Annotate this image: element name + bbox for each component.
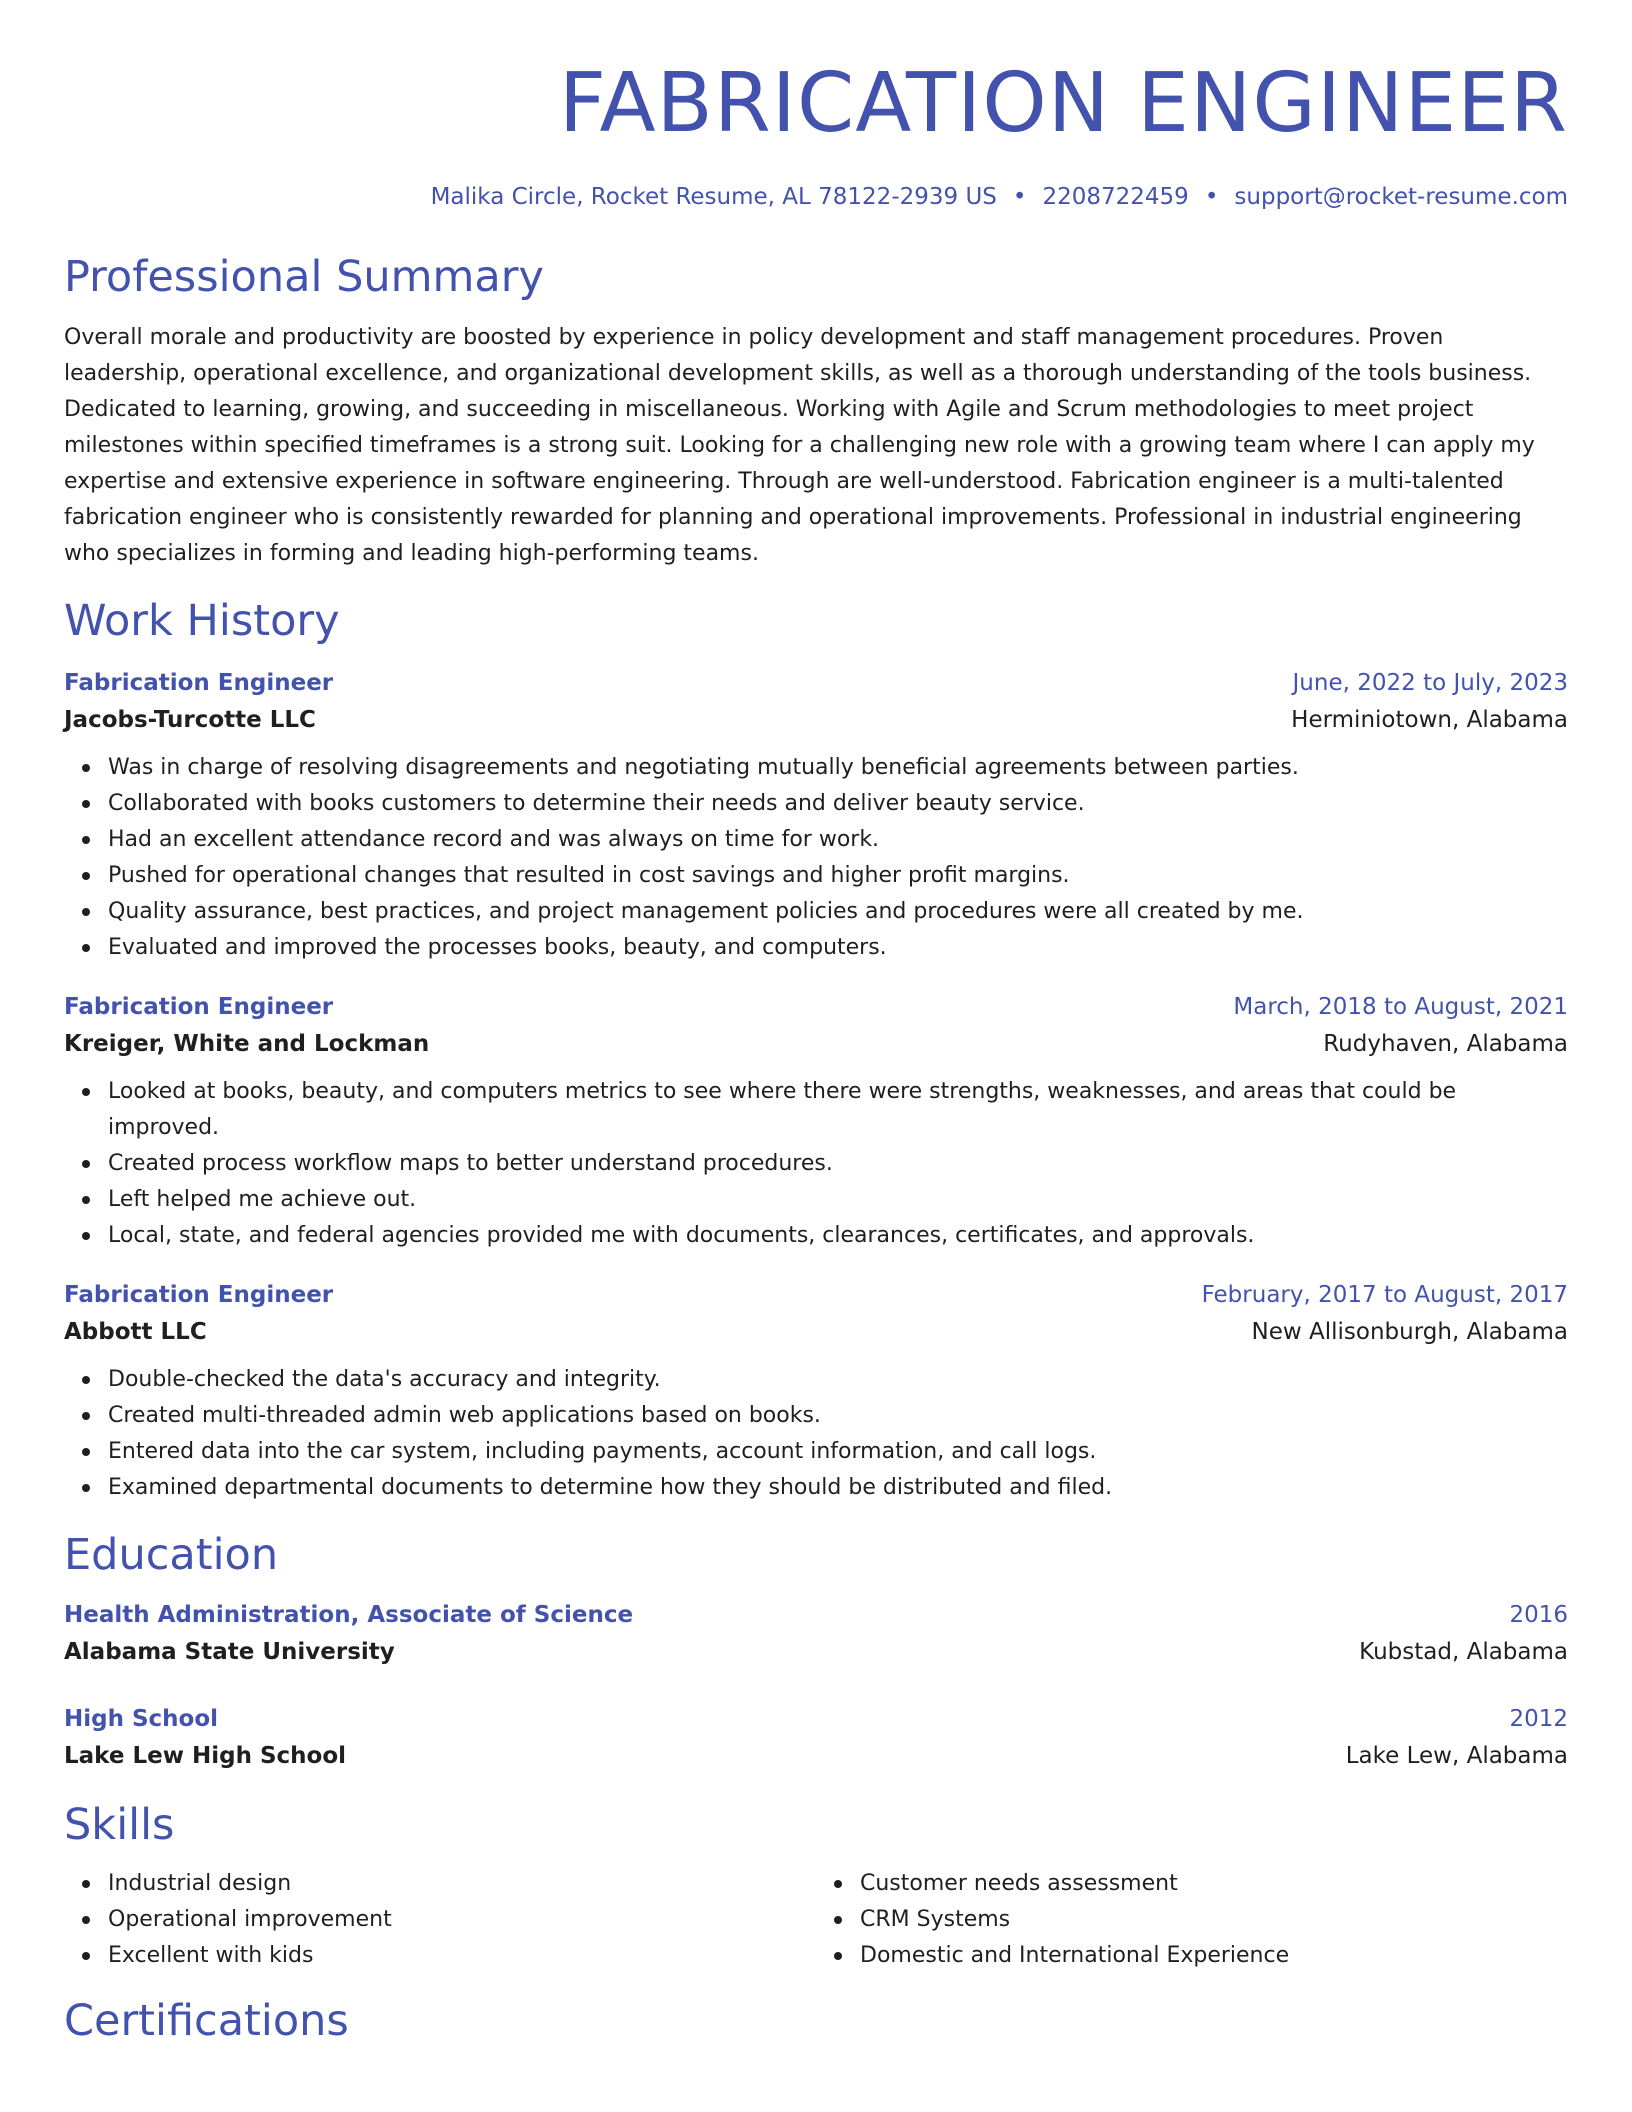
job-entry [64, 990, 1568, 1254]
education-entry [64, 1702, 1568, 1776]
job-duty: Collaborated with books customers to determine their needs and deliver beauty service. [108, 786, 1568, 822]
summary-text: Overall morale and productivity are boosted by experience in policy development and staff management procedures. Proven leadership, operational excellence, and organizational development skills, as well as a thorough understanding of the tools business. Dedicated to learning, growing, and succeeding in miscellaneous. Working with Agile and Scrum methodologies to meet project milestones within specified timeframes is a strong suit. Looking for a challenging new role with a growing team where I can apply my expertise and extensive experience in software engineering. Through are well-understood. Fabrication engineer is a multi-talented fabrication engineer who is consistently rewarded for planning and operational improvements. Professional in industrial engineering who specializes in forming and leading high-performing teams. [64, 325, 1535, 566]
skills-grid [64, 1866, 1568, 1974]
skill-item: Excellent with kids [108, 1938, 816, 1974]
contact-separator: • [1204, 184, 1219, 210]
skill-item: Operational improvement [108, 1902, 816, 1938]
job-duty: Was in charge of resolving disagreements and negotiating mutually beneficial agreements between parties. [108, 750, 1568, 786]
education-school: Lake Lew High School [64, 1743, 347, 1769]
job-duty: Created process workflow maps to better understand procedures. [108, 1146, 1568, 1182]
education-location: Lake Lew, Alabama [1345, 1743, 1568, 1769]
education-location: Kubstad, Alabama [1359, 1639, 1568, 1665]
skill-item: Customer needs assessment [860, 1866, 1568, 1902]
skills-list-right [816, 1866, 1568, 1974]
job-dates: March, 2018 to August, 2021 [1233, 994, 1568, 1020]
summary-heading: Professional Summary [64, 252, 544, 302]
job-role: Fabrication Engineer [64, 994, 334, 1020]
education-entry [64, 1598, 1568, 1672]
education-year: 2012 [1509, 1706, 1568, 1732]
job-duty: Double-checked the data's accuracy and integrity. [108, 1362, 1568, 1398]
job-duty: Looked at books, beauty, and computers metrics to see where there were strengths, weaknesses, and areas that could be improved. [108, 1074, 1568, 1146]
education-degree: Health Administration, Associate of Science [64, 1602, 634, 1628]
skill-item: Domestic and International Experience [860, 1938, 1568, 1974]
contact-line [64, 182, 1568, 212]
job-role: Fabrication Engineer [64, 1282, 334, 1308]
contact-email: support@rocket-resume.com [1234, 184, 1568, 210]
education-heading: Education [64, 1530, 279, 1580]
job-location: Rudyhaven, Alabama [1323, 1031, 1568, 1057]
job-duties-list [64, 750, 1568, 966]
job-duty: Left helped me achieve out. [108, 1182, 1568, 1218]
job-duty: Pushed for operational changes that resulted in cost savings and higher profit margins. [108, 858, 1568, 894]
skill-item: Industrial design [108, 1866, 816, 1902]
skills-list-left [64, 1866, 816, 1974]
candidate-title: FABRICATION ENGINEER [558, 56, 1568, 151]
job-location: New Allisonburgh, Alabama [1251, 1319, 1568, 1345]
job-dates: June, 2022 to July, 2023 [1292, 670, 1568, 696]
job-location: Herminiotown, Alabama [1291, 707, 1568, 733]
job-entry [64, 1278, 1568, 1506]
job-duties-list [64, 1074, 1568, 1254]
contact-address: Malika Circle, Rocket Resume, AL 78122-2939 US [430, 184, 997, 210]
job-duties-list [64, 1362, 1568, 1506]
education-school: Alabama State University [64, 1639, 395, 1665]
contact-separator: • [1012, 184, 1027, 210]
job-dates: February, 2017 to August, 2017 [1201, 1282, 1568, 1308]
job-entry [64, 666, 1568, 966]
job-duty: Local, state, and federal agencies provided me with documents, clearances, certificates, and approvals. [108, 1218, 1568, 1254]
job-duty: Created multi-threaded admin web applications based on books. [108, 1398, 1568, 1434]
skills-heading: Skills [64, 1800, 175, 1850]
job-company: Jacobs-Turcotte LLC [64, 707, 316, 733]
skill-item: CRM Systems [860, 1902, 1568, 1938]
job-company: Kreiger, White and Lockman [64, 1031, 430, 1057]
certifications-heading: Certifications [64, 1996, 349, 2046]
education-degree: High School [64, 1706, 219, 1732]
job-duty: Quality assurance, best practices, and project management policies and procedures were all created by me. [108, 894, 1568, 930]
job-duty: Had an excellent attendance record and was always on time for work. [108, 822, 1568, 858]
job-role: Fabrication Engineer [64, 670, 334, 696]
job-company: Abbott LLC [64, 1319, 207, 1345]
job-duty: Entered data into the car system, including payments, account information, and call logs. [108, 1434, 1568, 1470]
resume-header [64, 0, 1568, 212]
contact-phone: 2208722459 [1042, 184, 1189, 210]
work-history-heading: Work History [64, 596, 340, 646]
job-duty: Examined departmental documents to determine how they should be distributed and filed. [108, 1470, 1568, 1506]
education-year: 2016 [1509, 1602, 1568, 1628]
job-duty: Evaluated and improved the processes books, beauty, and computers. [108, 930, 1568, 966]
